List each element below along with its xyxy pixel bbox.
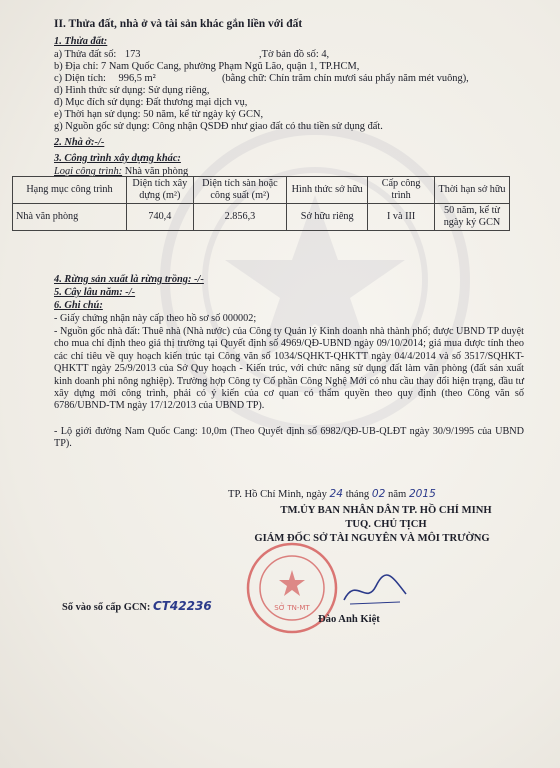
parcel-label: a) Thửa đất số: xyxy=(54,49,117,60)
area-label: c) Diện tích: xyxy=(54,73,106,84)
date-year: 2015 xyxy=(408,488,436,500)
table-cell: 2.856,3 xyxy=(193,204,286,231)
date-prefix: TP. Hồ Chí Minh, ngày xyxy=(228,489,327,500)
construction-type-label: Loại công trình: xyxy=(54,166,123,177)
table-cell: Nhà văn phòng xyxy=(13,204,127,231)
use-purpose: đ) Mục đích sử dụng: Đất thương mại dịch vụ, xyxy=(54,97,248,108)
forest-line: 4. Rừng sản xuất là rừng trồng: -/- xyxy=(54,274,204,285)
date-month: 02 xyxy=(371,488,386,500)
area-words: (bằng chữ: Chín trăm chín mươi sáu phẩy năm mét vuông), xyxy=(222,73,469,84)
section-title: II. Thửa đất, nhà ở và tài sản khác gắn liền với đất xyxy=(54,18,303,30)
authority-director: GIÁM ĐỐC SỞ TÀI NGUYÊN VÀ MÔI TRƯỜNG xyxy=(254,533,490,544)
date-day: 24 xyxy=(329,488,344,500)
use-term: e) Thời hạn sử dụng: 50 năm, kể từ ngày ký GCN, xyxy=(54,109,264,120)
parcel-line xyxy=(54,49,330,61)
authority-name: TM.ỦY BAN NHÂN DÂN TP. HỒ CHÍ MINH xyxy=(280,505,492,516)
cert-number-label: Số vào sổ cấp GCN: xyxy=(62,602,151,613)
note-2: - Nguồn gốc nhà đất: Thuê nhà (Nhà nước) của Công ty Quản lý Kinh doanh nhà thành phố; được UBND TP duyệt cho mua chỉ định theo giá thị trường tại Quyết định số 4969/QĐ-UBND ngày 09/10/2014; giá mua được tính theo các chỉ tiêu về quy hoạch kiến trúc tại Công văn số 1034/SQHKT-QHKTT ngày 04/4/2014 và số 3517/SQHKT-QHKTT ngày 25/9/2013 của Sở Quy hoạch - Kiến trúc, với chức năng sử dụng đất làm văn phòng (đất sản xuất kinh doanh phi nông nghiệp). Trường hợp Công ty Cổ phần Công Nghệ Mới có nhu cầu thay đổi hiện trạng, đầu tư xây dựng mới công trình, phải có ý kiến của cơ quan có thẩm quyền theo quy định (theo Công văn số 6786/UBND-TM ngày 17/12/2013 của UBND TP). xyxy=(54,326,524,412)
parcel-number: 173 xyxy=(124,49,141,60)
svg-text:SỞ TN-MT: SỞ TN-MT xyxy=(274,604,310,612)
construction-table xyxy=(12,176,510,231)
table-header-row xyxy=(13,177,510,204)
table-header: Cấp công trình xyxy=(368,177,435,204)
note-1: - Giấy chứng nhận này cấp theo hồ sơ số 000002; xyxy=(54,313,257,324)
year-label: năm xyxy=(388,489,407,500)
area-value: 996,5 m² xyxy=(118,73,156,84)
area-line xyxy=(54,73,469,85)
notes-heading: 6. Ghi chú: xyxy=(54,300,103,311)
map-sheet: ,Tờ bản đồ số: 4, xyxy=(259,49,330,60)
signing-date xyxy=(228,488,436,500)
month-label: tháng xyxy=(345,489,370,500)
use-form: d) Hình thức sử dụng: Sử dụng riêng, xyxy=(54,85,210,96)
construction-type-value: Nhà văn phòng xyxy=(124,166,189,177)
signature-scribble xyxy=(340,572,410,610)
house-heading: 2. Nhà ở:-/- xyxy=(54,137,105,148)
signer-name: Đào Anh Kiệt xyxy=(318,614,380,625)
table-cell: 50 năm, kể từ ngày ký GCN xyxy=(434,204,509,231)
table-header: Thời hạn sở hữu xyxy=(434,177,509,204)
table-row xyxy=(13,204,510,231)
land-heading: 1. Thửa đất: xyxy=(54,36,108,47)
certificate-content xyxy=(54,18,532,760)
table-header: Hình thức sở hữu xyxy=(287,177,368,204)
cert-number-value: CT42236 xyxy=(152,599,212,613)
authority-tuq: TUQ. CHỦ TỊCH xyxy=(345,519,427,530)
construction-heading: 3. Công trình xây dựng khác: xyxy=(54,153,181,164)
use-origin: g) Nguồn gốc sử dụng: Công nhận QSDĐ như giao đất có thu tiền sử dụng đất. xyxy=(54,121,383,132)
table-cell: 740,4 xyxy=(126,204,193,231)
cert-number xyxy=(62,600,212,614)
table-header: Diện tích xây dựng (m²) xyxy=(126,177,193,204)
table-header: Diện tích sàn hoặc công suất (m²) xyxy=(193,177,286,204)
table-cell: Sở hữu riêng xyxy=(287,204,368,231)
address: b) Địa chỉ: 7 Nam Quốc Cang, phường Phạm Ngũ Lão, quận 1, TP.HCM, xyxy=(54,61,360,72)
table-cell: I và III xyxy=(368,204,435,231)
note-3: - Lộ giới đường Nam Quốc Cang: 10,0m (Theo Quyết định số 6982/QĐ-UB-QLĐT ngày 30/9/1995 của UBND TP). xyxy=(54,426,524,450)
table-header: Hạng mục công trình xyxy=(13,177,127,204)
trees-line: 5. Cây lâu năm: -/- xyxy=(54,287,136,298)
